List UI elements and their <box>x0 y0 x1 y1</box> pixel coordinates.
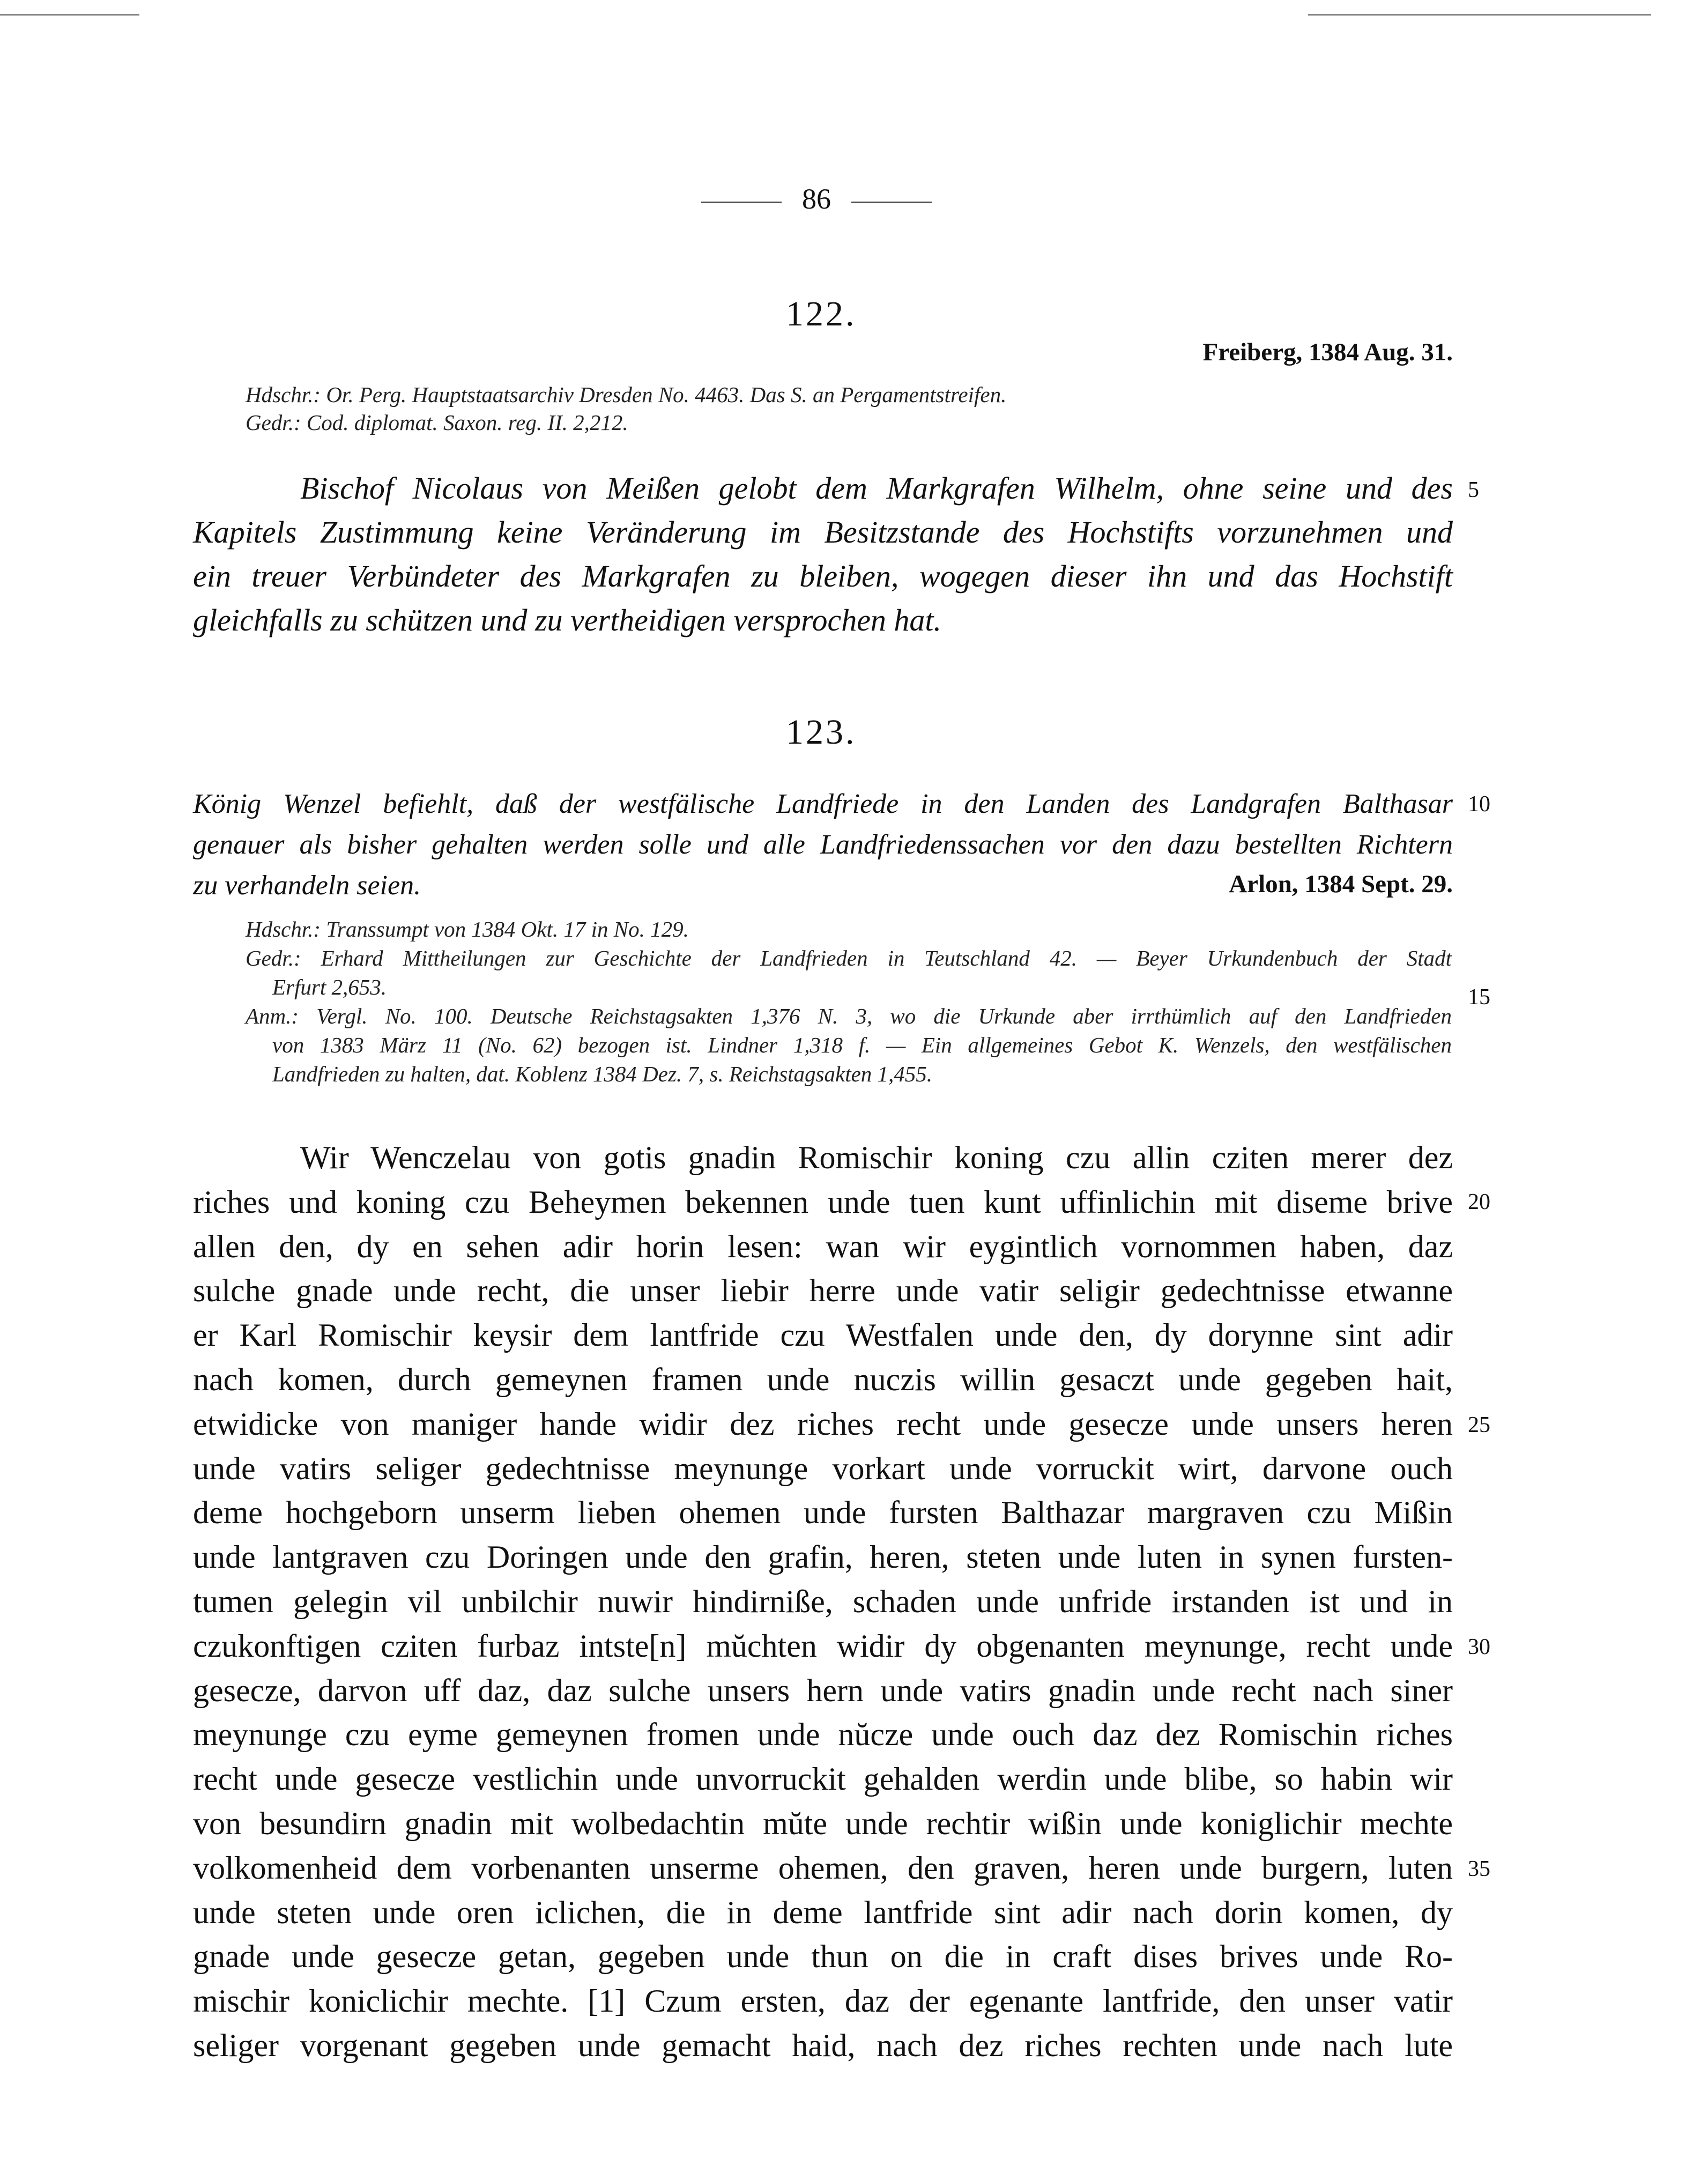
place-date-123: Arlon, 1384 Sept. 29. <box>1229 870 1453 898</box>
document-number-123: 123. <box>786 713 857 752</box>
text-line: er Karl Romischir keysir dem lantfride czu Westfalen unde den, dy dorynne sint adir <box>193 1317 1453 1353</box>
source-line-123: Gedr.: Erhard Mittheilungen zur Geschichte der Landfrieden in Teutschland 42. — Beyer Urkundenbuch der Stadt <box>246 946 1452 970</box>
regest-123-line: genauer als bisher gehalten werden solle und alle Landfriedenssachen vor den dazu bestellten Richtern <box>193 829 1453 860</box>
source-line-123: Landfrieden zu halten, dat. Koblenz 1384 Dez. 7, s. Reichstagsakten 1,455. <box>272 1062 933 1086</box>
regest-123-line: zu verhandeln seien. <box>193 870 421 901</box>
page-number-line <box>681 182 952 216</box>
regest-122-line: gleichfalls zu schützen und zu vertheidigen versprochen hat. <box>193 603 942 637</box>
source-line-123: Anm.: Vergl. No. 100. Deutsche Reichstagsakten 1,376 N. 3, wo die Urkunde aber irrthümlich auf den Landfrieden <box>246 1004 1452 1028</box>
regest-122-line: Bischof Nicolaus von Meißen gelobt dem Markgrafen Wilhelm, ohne seine und des <box>300 471 1453 506</box>
sources-123 <box>246 915 1452 1088</box>
page-number: 86 <box>802 183 831 215</box>
text-line: tumen gelegin vil unbilchir nuwir hindirniße, schaden unde unfride irstanden ist und in <box>193 1583 1453 1619</box>
regest-123-line: König Wenzel befiehlt, daß der westfälische Landfriede in den Landen des Landgrafen Balthasar <box>193 789 1453 819</box>
line-number-15: 15 <box>1468 985 1490 1010</box>
source-line-123: von 1383 März 11 (No. 62) bezogen ist. Lindner 1,318 f. — Ein allgemeines Gebot K. Wenzels, den westfälischen <box>272 1033 1452 1057</box>
text-line: seliger vorgenant gegeben unde gemacht haid, nach dez riches rechten unde nach lute <box>193 2027 1453 2063</box>
text-line: volkomenheid dem vorbenanten unserme ohemen, den graven, heren unde burgern, luten <box>193 1850 1453 1886</box>
text-line: gnade unde gesecze getan, gegeben unde thun on die in craft dises brives unde Ro- <box>193 1939 1453 1975</box>
text-line: gesecze, darvon uff daz, daz sulche unsers hern unde vatirs gnadin unde recht nach siner <box>193 1672 1453 1708</box>
text-line: sulche gnade unde recht, die unser liebir herre unde vatir seligir gedechtnisse etwanne <box>193 1273 1453 1309</box>
document-text-123 <box>193 1136 1453 2068</box>
page-number-dash-right <box>851 202 932 203</box>
line-number-20: 20 <box>1468 1190 1490 1214</box>
text-line: nach komen, durch gemeynen framen unde nuczis willin gesaczt unde gegeben hait, <box>193 1361 1453 1397</box>
regest-122-line: ein treuer Verbündeter des Markgrafen zu bleiben, wogegen dieser ihn und das Hochstift <box>193 559 1453 594</box>
text-line: Wir Wenczelau von gotis gnadin Romischir koning czu allin cziten merer dez <box>300 1140 1453 1175</box>
text-line: allen den, dy en sehen adir horin lesen: wan wir eygintlich vornommen haben, daz <box>193 1228 1453 1264</box>
regest-122 <box>193 466 1453 642</box>
scan-edge-line-left <box>0 14 139 16</box>
source-line-123: Erfurt 2,653. <box>272 975 387 999</box>
line-number-30: 30 <box>1468 1635 1490 1659</box>
text-line: etwidicke von maniger hande widir dez riches recht unde gesecze unde unsers heren <box>193 1406 1453 1442</box>
source-line-122-1: Gedr.: Cod. diplomat. Saxon. reg. II. 2,212. <box>246 410 628 435</box>
document-number-122: 122. <box>786 294 857 333</box>
scan-edge-line-right <box>1308 14 1651 16</box>
text-line: unde lantgraven czu Doringen unde den grafin, heren, steten unde luten in synen fursten- <box>193 1539 1453 1575</box>
text-line: von besundirn gnadin mit wolbedachtin mŭte unde rechtir wißin unde koniglichir mechte <box>193 1805 1453 1841</box>
text-line: unde vatirs seliger gedechtnisse meynunge vorkart unde vorruckit wirt, darvone ouch <box>193 1450 1453 1486</box>
line-number-35: 35 <box>1468 1857 1490 1881</box>
text-line: czukonftigen cziten furbaz intste[n] mŭchten widir dy obgenanten meynunge, recht unde <box>193 1628 1453 1664</box>
text-line: meynunge czu eyme gemeynen fromen unde nŭcze unde ouch daz dez Romischin riches <box>193 1717 1453 1753</box>
source-line-122-0: Hdschr.: Or. Perg. Hauptstaatsarchiv Dresden No. 4463. Das S. an Pergamentstreifen. <box>246 382 1007 407</box>
text-line: recht unde gesecze vestlichin unde unvorruckit gehalden werdin unde blibe, so habin wir <box>193 1761 1453 1797</box>
line-number-25: 25 <box>1468 1413 1490 1437</box>
place-date-122: Freiberg, 1384 Aug. 31. <box>1202 338 1453 366</box>
source-line-123: Hdschr.: Transsumpt von 1384 Okt. 17 in No. 129. <box>246 917 689 941</box>
regest-122-line: Kapitels Zustimmung keine Veränderung im Besitzstande des Hochstifts vorzunehmen und <box>193 515 1453 550</box>
text-line: unde steten unde oren iclichen, die in deme lantfride sint adir nach dorin komen, dy <box>193 1894 1453 1930</box>
line-number-5: 5 <box>1468 478 1479 502</box>
line-number-10: 10 <box>1468 792 1490 817</box>
page-number-dash-left <box>701 202 782 203</box>
text-line: riches und koning czu Beheymen bekennen unde tuen kunt uffinlichin mit diseme brive <box>193 1184 1453 1220</box>
text-line: deme hochgeborn unserm lieben ohemen unde fursten Balthazar margraven czu Mißin <box>193 1495 1453 1531</box>
text-line: mischir koniclichir mechte. [1] Czum ersten, daz der egenante lantfride, den unser vatir <box>193 1983 1453 2019</box>
